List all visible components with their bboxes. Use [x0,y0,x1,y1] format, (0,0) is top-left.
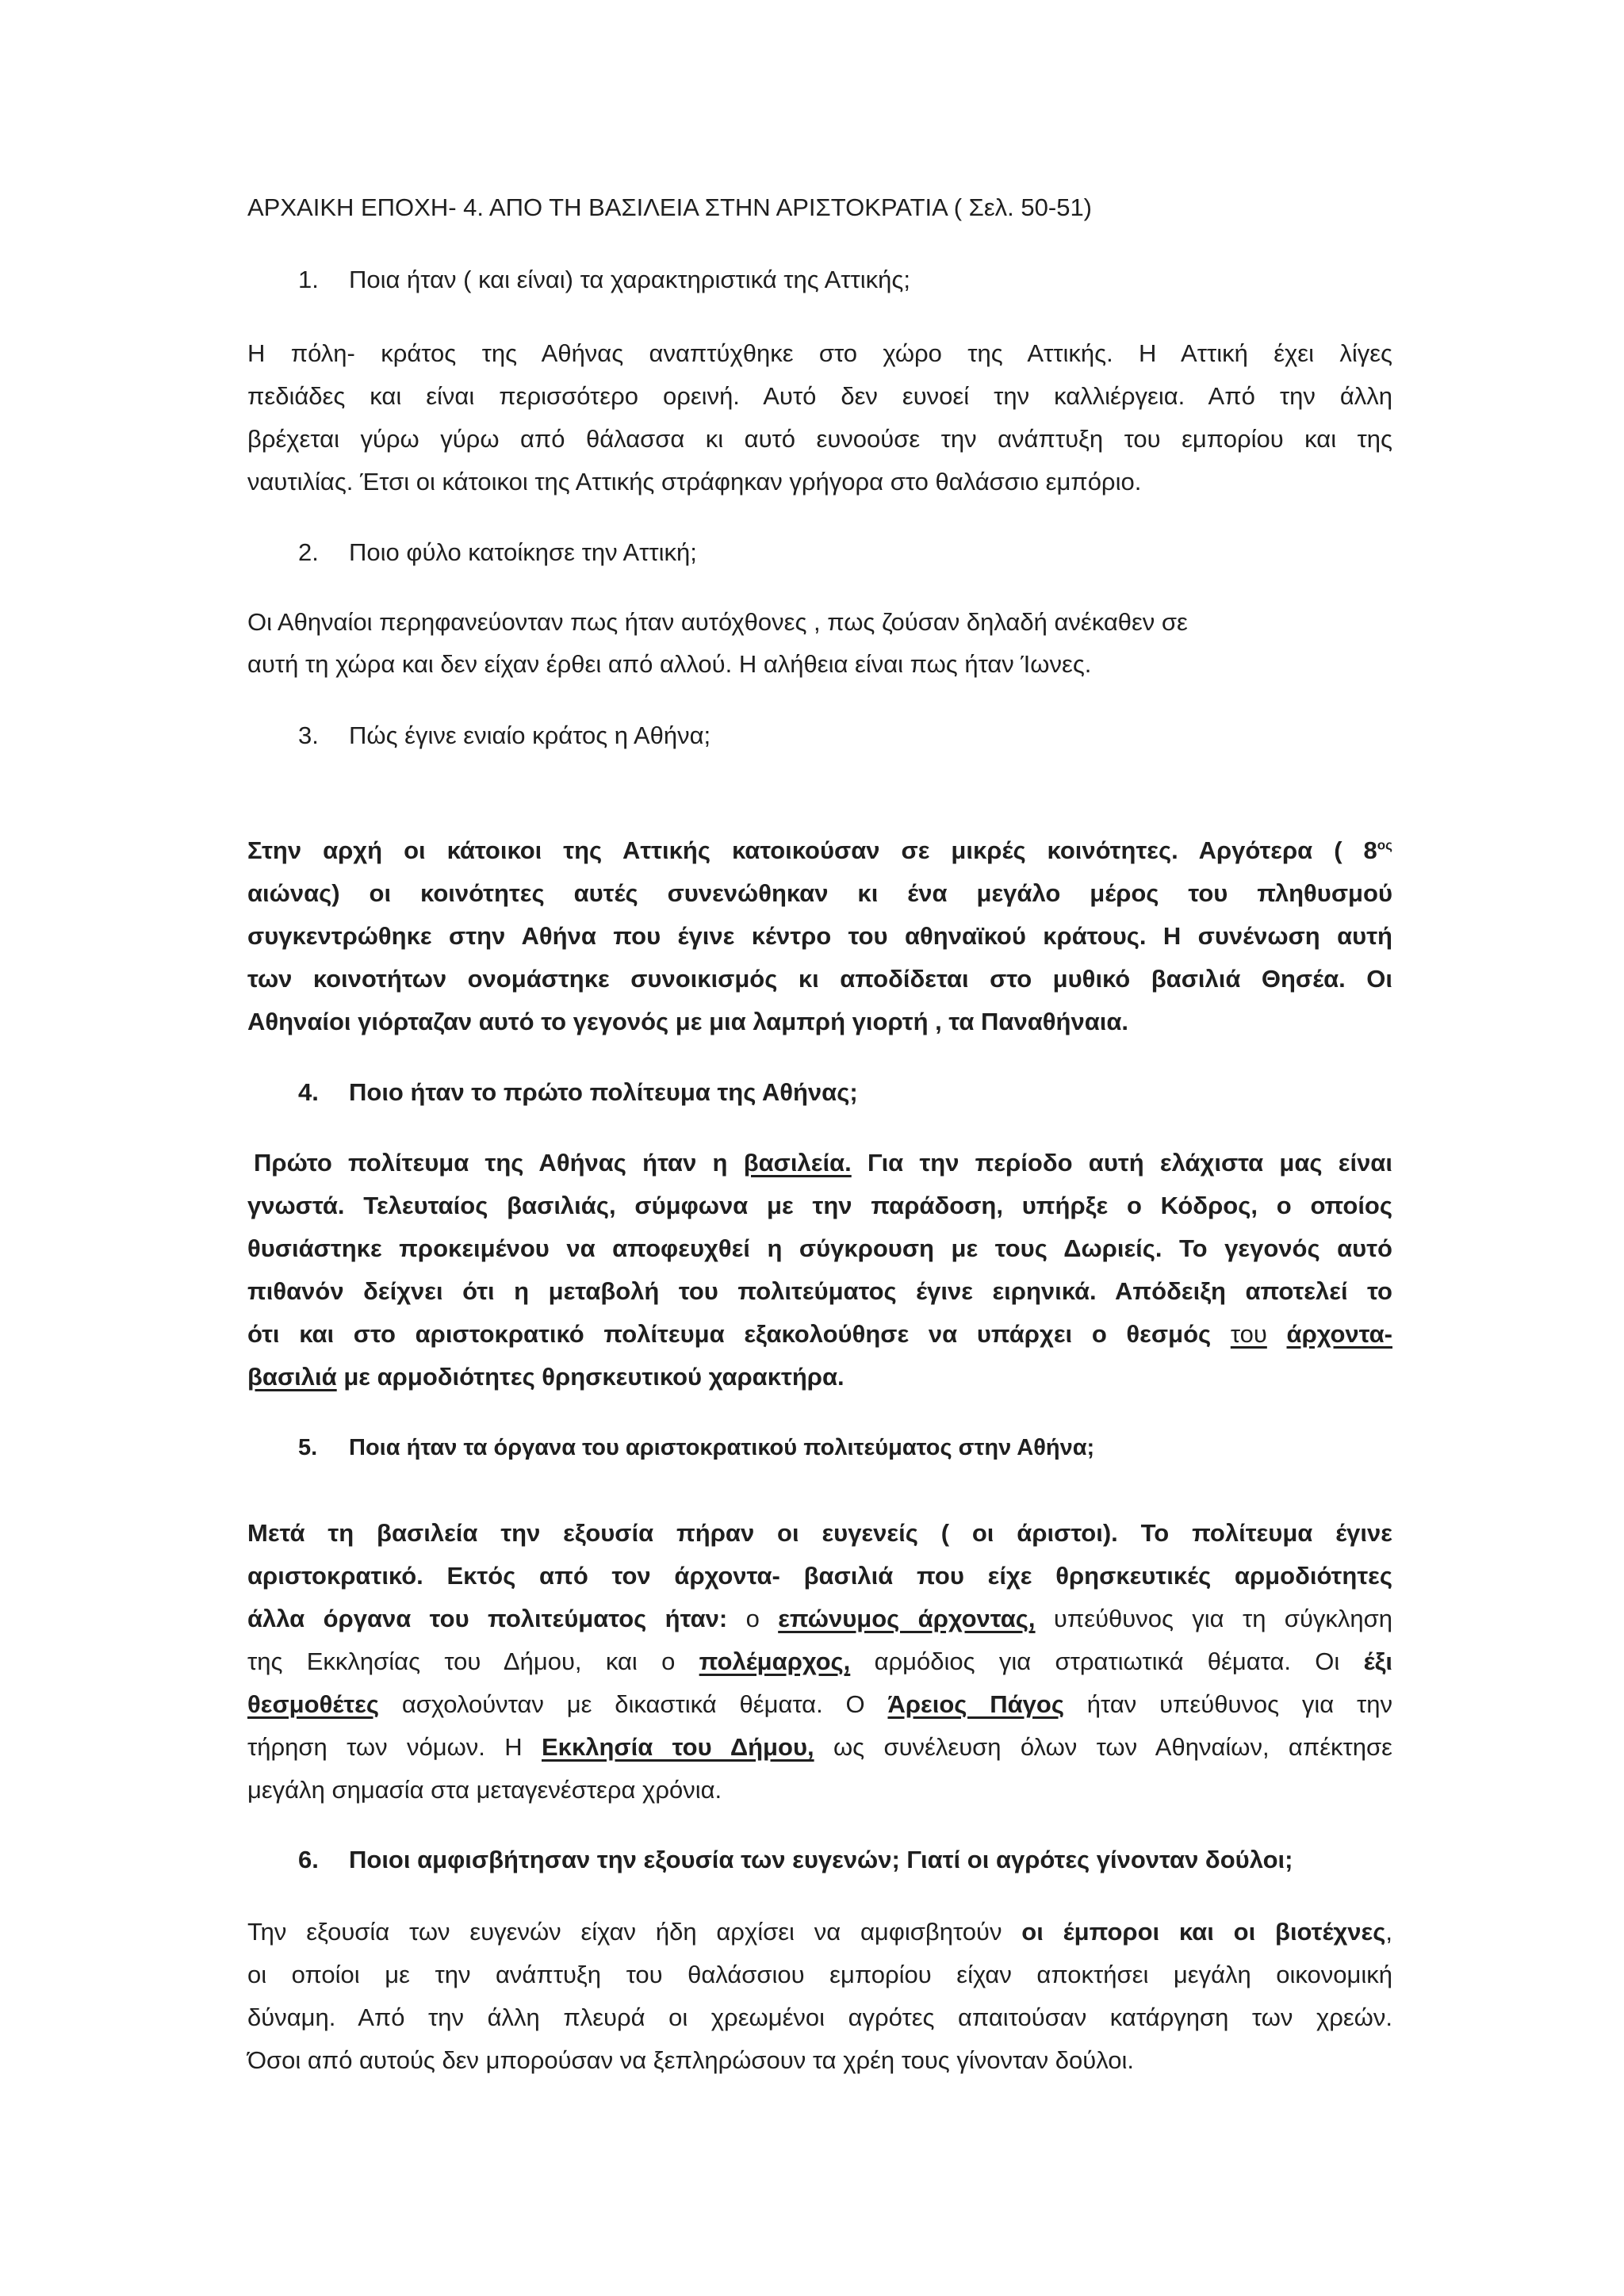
question-number: 2. [298,538,319,566]
answer-3-line-4: των κοινοτήτων ονομάστηκε συνοικισμός κι αποδίδεται στο μυθικό βασιλιά Θησέα. Οι [247,965,1392,993]
answer-5-text: άλλα όργανα του πολιτεύματος ήταν: [247,1605,728,1632]
answer-1-line-4: ναυτιλίας. Έτσι οι κάτοικοι της Αττικής στράφηκαν γρήγορα στο θαλάσσιο εμπόριο. [247,468,1142,496]
question-text: Ποιο φύλο κατοίκησε την Αττική; [349,538,697,566]
answer-1-line-2: πεδιάδες και είναι περισσότερο ορεινή. Αυτό δεν ευνοεί την καλλιέργεια. Από την άλλη [247,382,1392,410]
answer-5-text: ο [727,1605,779,1632]
answer-4-line-5 [247,1318,1392,1350]
superscript: ος [1377,837,1392,853]
answer-4-text: με αρμοδιότητες θρησκευτικού χαρακτήρα. [336,1363,845,1391]
underlined-term: βασιλιά [247,1363,337,1391]
underlined-term: του [1230,1320,1267,1348]
bold-term: έξι [1363,1647,1392,1675]
underlined-term: θεσμοθέτες [247,1690,379,1718]
question-text: Ποιοι αμφισβήτησαν την εξουσία των ευγενών; Γιατί οι αγρότες γίνονταν δούλοι; [349,1846,1293,1873]
answer-3-text: Στην αρχή οι κάτοικοι της Αττικής κατοικούσαν σε μικρές κοινότητες. Αργότερα ( 8 [247,836,1377,864]
answer-1-line-3: βρέχεται γύρω γύρω από θάλασσα κι αυτό ευνοούσε την ανάπτυξη του εμπορίου και της [247,425,1392,453]
question-6 [298,1844,1293,1876]
answer-5-line-4 [247,1646,1392,1678]
answer-6-text: Την εξουσία των ευγενών είχαν ήδη αρχίσει να αμφισβητούν [247,1918,1022,1946]
answer-2-line-1: Οι Αθηναίοι περηφανεύονταν πως ήταν αυτόχθονες , πως ζούσαν δηλαδή ανέκαθεν σε [247,608,1188,636]
question-number: 4. [298,1078,319,1106]
question-text: Ποια ήταν ( και είναι) τα χαρακτηριστικά της Αττικής; [349,266,910,293]
question-5 [298,1432,1094,1464]
answer-5-text: αρμόδιος για στρατιωτικά θέματα. Οι [850,1647,1364,1675]
answer-5-text: της Εκκλησίας του Δήμου, και ο [247,1647,699,1675]
question-1 [298,264,910,296]
answer-6-text: , [1385,1918,1392,1946]
answer-4-line-3: θυσιάστηκε προκειμένου να αποφευχθεί η σύγκρουση με τους Δωριείς. Το γεγονός αυτό [247,1234,1392,1262]
answer-6-line-4: Όσοι από αυτούς δεν μπορούσαν να ξεπληρώσουν τα χρέη τους γίνονταν δούλοι. [247,2046,1135,2074]
answer-3-line-2: αιώνας) οι κοινότητες αυτές συνενώθηκαν κι ένα μεγάλο μέρος του πληθυσμού [247,879,1392,907]
underlined-term: Εκκλησία του Δήμου, [542,1733,814,1761]
answer-5-text: τήρηση των νόμων. Η [247,1733,542,1761]
question-text: Πώς έγινε ενιαίο κράτος η Αθήνα; [349,721,711,749]
answer-4-line-4: πιθανόν δείχνει ότι η μεταβολή του πολιτεύματος έγινε ειρηνικά. Απόδειξη αποτελεί το [247,1277,1392,1305]
answer-5-line-2: αριστοκρατικό. Εκτός από τον άρχοντα- βασιλιά που είχε θρησκευτικές αρμοδιότητες [247,1562,1392,1590]
question-number: 6. [298,1846,319,1873]
answer-4-text: ότι και στο αριστοκρατικό πολίτευμα εξακολούθησε να υπάρχει ο θεσμός [247,1320,1231,1348]
question-2 [298,537,697,568]
answer-5-line-6 [247,1732,1392,1763]
answer-3-line-3: συγκεντρώθηκε στην Αθήνα που έγινε κέντρο του αθηναϊκού κράτους. Η συνένωση αυτή [247,922,1392,950]
answer-4-line-1 [254,1147,1392,1179]
answer-1-line-1: Η πόλη- κράτος της Αθήνας αναπτύχθηκε στο χώρο της Αττικής. Η Αττική έχει λίγες [247,339,1392,367]
underlined-term: επώνυμος άρχοντας, [778,1605,1036,1632]
answer-5-line-5 [247,1689,1392,1720]
answer-2-line-2: αυτή τη χώρα και δεν είχαν έρθει από αλλού. Η αλήθεια είναι πως ήταν Ίωνες. [247,650,1092,678]
underlined-term: βασιλεία. [743,1149,852,1177]
answer-5-text: υπεύθυνος για τη σύγκληση [1035,1605,1393,1632]
question-number: 3. [298,721,319,749]
underlined-term: πολέμαρχος, [699,1647,851,1675]
answer-5-line-7: μεγάλη σημασία στα μεταγενέστερα χρόνια. [247,1776,722,1804]
question-number: 5. [298,1435,318,1460]
answer-5-text: ασχολούνταν με δικαστικά θέματα. Ο [379,1690,888,1718]
answer-6-line-1 [247,1916,1392,1948]
question-3 [298,720,710,752]
answer-4-line-2: γνωστά. Τελευταίος βασιλιάς, σύμφωνα με την παράδοση, υπήρξε ο Κόδρος, ο οποίος [247,1192,1392,1219]
answer-4-line-6 [247,1361,845,1393]
answer-5-line-1: Μετά τη βασιλεία την εξουσία πήραν οι ευγενείς ( οι άριστοι). Το πολίτευμα έγινε [247,1519,1392,1547]
answer-4-text: Για την περίοδο αυτή ελάχιστα μας είναι [851,1149,1392,1177]
answer-3-line-1 [247,835,1392,867]
bold-term: οι έμποροι και οι βιοτέχνες [1021,1918,1386,1946]
answer-4-text: Πρώτο πολίτευμα της Αθήνας ήταν η [254,1149,744,1177]
question-text: Ποιο ήταν το πρώτο πολίτευμα της Αθήνας; [349,1078,858,1106]
answer-3-line-5: Αθηναίοι γιόρταζαν αυτό το γεγονός με μια λαμπρή γιορτή , τα Παναθήναια. [247,1008,1129,1035]
question-number: 1. [298,266,319,293]
answer-6-line-3: δύναμη. Από την άλλη πλευρά οι χρεωμένοι αγρότες απαιτούσαν κατάργηση των χρεών. [247,2003,1392,2031]
answer-5-text: ήταν υπεύθυνος για την [1063,1690,1392,1718]
underlined-term: άρχοντα- [1286,1320,1393,1348]
page-title: ΑΡΧΑΙΚΗ ΕΠΟΧΗ- 4. ΑΠΟ ΤΗ ΒΑΣΙΛΕΙΑ ΣΤΗΝ ΑΡΙΣΤΟΚΡΑΤΙΑ ( Σελ. 50-51) [247,193,1093,221]
answer-5-text: ως συνέλευση όλων των Αθηναίων, απέκτησε [814,1733,1392,1761]
underlined-term: Άρειος Πάγος [887,1690,1064,1718]
question-text: Ποια ήταν τα όργανα του αριστοκρατικού πολιτεύματος στην Αθήνα; [349,1435,1095,1460]
answer-5-line-3 [247,1603,1392,1635]
question-4 [298,1077,858,1108]
answer-6-line-2: οι οποίοι με την ανάπτυξη του θαλάσσιου εμπορίου είχαν αποκτήσει μεγάλη οικονομική [247,1961,1392,1988]
